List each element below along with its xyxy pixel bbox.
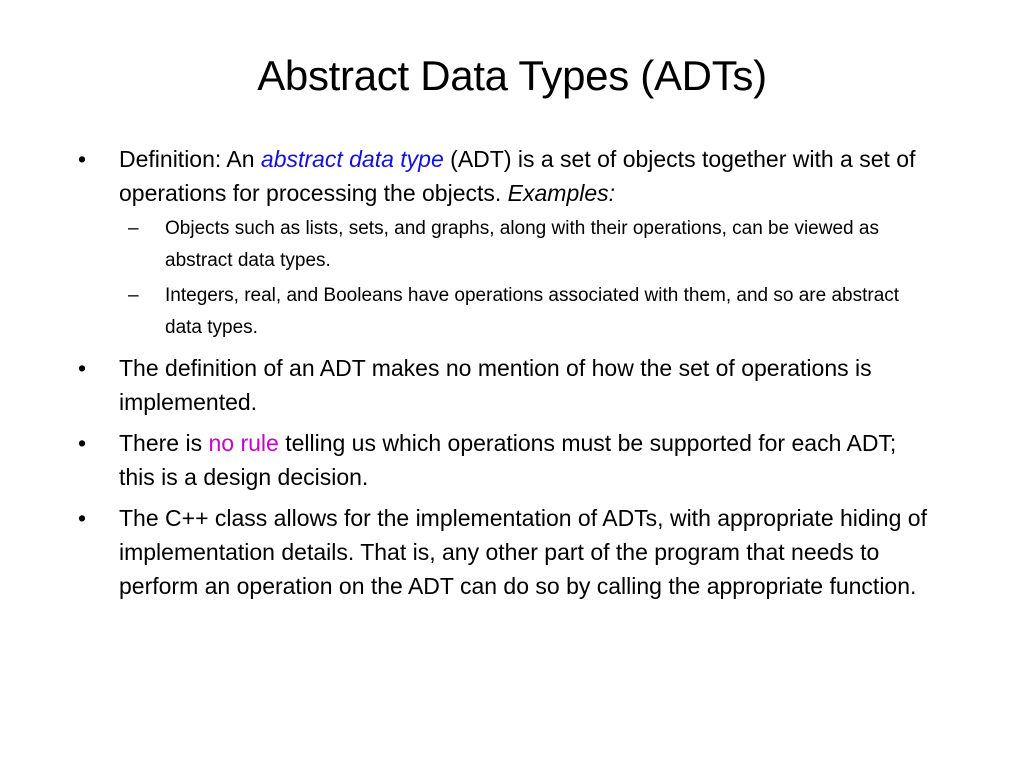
no-rule-text: telling us which operations must be supported for each ADT; this is a design decision. xyxy=(119,430,897,490)
bullet-no-rule xyxy=(78,426,938,494)
bullet-text: The C++ class allows for the implementation of ADTs, with appropriate hiding of implementation details. That is, any other part of the program that needs to perform an operation on the ADT can do so by calling the appropriate function. xyxy=(119,505,927,599)
sub-bullet-lists-sets-graphs xyxy=(78,213,938,277)
slide-title: Abstract Data Types (ADTs) xyxy=(257,52,767,99)
bullet-marker: • xyxy=(78,146,87,172)
bullet-no-implementation xyxy=(78,351,938,419)
dash-marker: – xyxy=(128,218,139,239)
definition-highlight: abstract data type xyxy=(260,146,444,172)
bullet-marker: • xyxy=(78,505,87,531)
definition-text: (ADT) is a set of objects together with a set of operations for processing the objects. xyxy=(119,146,916,206)
dash-marker: – xyxy=(128,285,139,306)
slide-body xyxy=(78,142,938,603)
definition-prefix: Definition: An xyxy=(119,146,261,172)
bullet-marker: • xyxy=(78,430,87,456)
no-rule-highlight: no rule xyxy=(208,430,279,456)
sub-bullet-integers-reals-booleans xyxy=(78,280,938,344)
bullet-cpp-class xyxy=(78,501,938,603)
sub-bullet-text: Objects such as lists, sets, and graphs, along with their operations, can be viewed as abstract data types. xyxy=(165,218,879,271)
examples-label: Examples: xyxy=(507,180,616,206)
bullet-text: The definition of an ADT makes no mention of how the set of operations is implemented. xyxy=(119,355,872,415)
sub-bullet-text: Integers, real, and Booleans have operations associated with them, and so are abstract data types. xyxy=(165,285,900,338)
bullet-marker: • xyxy=(78,355,87,381)
no-rule-prefix: There is xyxy=(119,430,209,456)
bullet-definition xyxy=(78,142,938,210)
